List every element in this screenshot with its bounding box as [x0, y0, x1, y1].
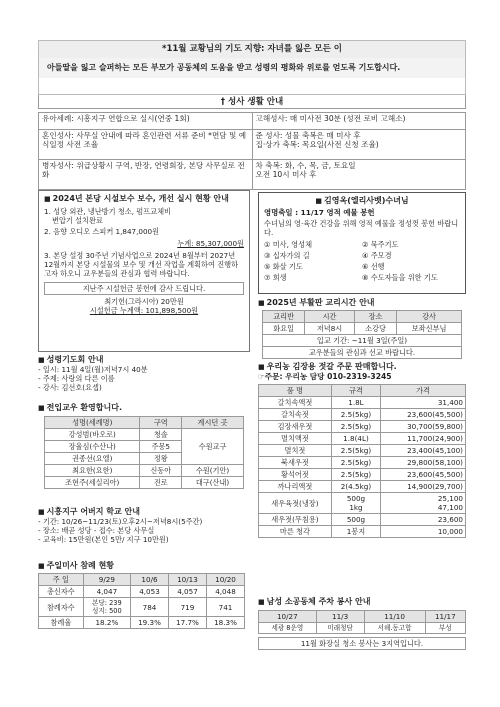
table-cell: 2(4.5kg)	[331, 481, 380, 493]
facility-item: 2. 음향 오디오 스피커 1,847,000원	[44, 227, 160, 236]
table-row	[39, 574, 245, 586]
table-cell: 대구(산내)	[182, 477, 244, 489]
table-cell: 갈치속젓	[259, 409, 332, 421]
table-cell: 18.2%	[83, 617, 130, 629]
table-cell: 입교 기간: ~11월 3일(주일)	[263, 335, 462, 347]
memorial-desc: 수녀님의 영·육간 건강을 위해 영적 예물을 정성껏 봉헌 바랍니다.	[264, 219, 459, 238]
table-row	[259, 481, 466, 493]
table-row	[259, 623, 466, 634]
memorial-title: ■ 김영옥(엘리사벳)수녀님	[315, 196, 409, 205]
attendance-section	[38, 561, 250, 629]
table-row	[259, 421, 466, 433]
table-cell: 참례율	[39, 617, 84, 629]
table-row	[263, 335, 462, 347]
table-cell: 강성범(바오로)	[45, 429, 140, 441]
table-header: 품 명	[259, 385, 332, 397]
table-cell: 미래청담	[316, 623, 364, 634]
table-cell: 500g	[331, 514, 380, 526]
table-row	[263, 311, 462, 323]
table-cell: 11,700(24,900)	[381, 433, 466, 445]
table-cell: 신동아	[140, 465, 182, 477]
table-cell: 정왕	[140, 453, 182, 465]
table-row	[259, 526, 466, 538]
table-cell: 세광 8운영	[259, 623, 317, 634]
table-cell: 2.5(5kg)	[331, 457, 380, 469]
table-header: 11/10	[364, 611, 425, 623]
goods-section	[258, 362, 466, 538]
table-row	[39, 130, 466, 160]
table-cell: 진로	[140, 477, 182, 489]
table-cell: 교우분들의 관심과 선교 바랍니다.	[263, 347, 462, 359]
table-cell: 10,000	[381, 526, 466, 538]
table-header: 규격	[331, 385, 380, 397]
table-cell: 1.8(4L)	[331, 433, 380, 445]
table-cell: 수원(기안)	[182, 465, 244, 477]
table-row	[259, 469, 466, 481]
table-cell: 총신자수	[39, 586, 84, 598]
table-cell: 새우육젓(냉장)	[259, 493, 332, 514]
advent-title: ■ 2025년 부활판 교리시간 안내	[258, 298, 375, 307]
parking-table	[258, 610, 466, 634]
facility-item: 1. 성당 외관, 냉난방기 청소, 펌프교체비	[44, 207, 171, 216]
table-cell: 4,048	[206, 586, 244, 598]
table-cell: 최요한(요한)	[45, 465, 140, 477]
sacrament-table	[38, 112, 466, 190]
table-cell: 23,600(45,500)	[381, 409, 466, 421]
table-cell: 소강당	[354, 323, 396, 335]
table-row	[263, 323, 462, 335]
attendance-table	[38, 573, 245, 629]
table-cell: 19.3%	[131, 617, 169, 629]
table-row	[259, 385, 466, 397]
table-cell: 1.8L	[331, 397, 380, 409]
table-header: 구역	[140, 417, 182, 429]
table-cell: 741	[206, 598, 244, 617]
table-row	[39, 160, 466, 190]
list-item: ③ 십자가의 길	[264, 251, 310, 261]
table-cell: 북새우젓	[259, 457, 332, 469]
facility-sum: 시설헌금 누계액: 101,898,500원	[89, 306, 199, 315]
table-cell: 4,053	[131, 586, 169, 598]
table-header: 9/29	[83, 574, 130, 586]
table-cell: 조현주(세실리아)	[45, 477, 140, 489]
table-cell: 갈치속액젓	[259, 397, 332, 409]
newcomers-title: ■ 전입교우 환영합니다.	[38, 403, 123, 412]
table-cell: 부성	[425, 623, 465, 634]
facility-donor: 최기헌(그라시아) 20만원	[104, 297, 184, 306]
sacrament-cell: 병자성사: 위급상황시 구역, 반장, 연령회장, 본당 사무실로 전화	[39, 160, 253, 190]
table-row	[259, 433, 466, 445]
table-row	[45, 465, 244, 477]
table-cell: 784	[131, 598, 169, 617]
table-cell: 2.5(5kg)	[331, 409, 380, 421]
memorial-sub: 영명축일 : 11/17 영적 예물 봉헌	[264, 208, 375, 217]
checkbox-icon: ■	[38, 404, 45, 412]
table-cell: 권종선(요엘)	[45, 453, 140, 465]
table-header: 계시던 곳	[182, 417, 244, 429]
checkbox-icon: ■	[258, 598, 265, 606]
table-cell: 23,600(45,500)	[381, 469, 466, 481]
parking-title: ■ 남성 소공동체 주차 봉사 안내	[258, 597, 371, 606]
table-header: 10/6	[131, 574, 169, 586]
prayer-meeting-section	[38, 355, 250, 392]
table-cell: 멸치젓	[259, 445, 332, 457]
table-cell: 31,400	[381, 397, 466, 409]
sacrament-cell: 준 성사: 성물 축복은 매 미사 후 집·상가 축복: 목요일(사전 신청 조율)	[252, 130, 466, 160]
table-header: 주 일	[39, 574, 84, 586]
goods-contact: ☞주문: 우리농 담당 010-2319-3245	[258, 372, 392, 381]
table-row	[39, 598, 245, 617]
facility-thanks: 지난주 시설헌금 봉헌에 감사 드립니다.	[44, 282, 244, 295]
table-row	[39, 617, 245, 629]
table-header: 10/27	[259, 611, 317, 623]
table-cell: 장율심(수산나)	[45, 441, 140, 453]
table-header: 11/17	[425, 611, 465, 623]
checkbox-icon: ■	[38, 562, 45, 570]
table-cell: 멸치액젓	[259, 433, 332, 445]
facility-section	[38, 190, 250, 352]
table-header: 교리반	[263, 311, 305, 323]
memorial-section	[258, 192, 466, 294]
table-row	[39, 113, 466, 130]
prayer-meeting-title: ■ 성령기도회 안내	[38, 355, 104, 364]
table-header: 시간	[305, 311, 355, 323]
table-row	[259, 514, 466, 526]
table-cell: 17.7%	[168, 617, 206, 629]
list-item: - 주제: 사랑의 다른 이름	[38, 374, 115, 383]
table-header: 성명(세례명)	[45, 417, 140, 429]
table-cell: 2.5(5kg)	[331, 445, 380, 457]
table-row	[259, 397, 466, 409]
goods-title: ■ 우리농 김장용 젓갈 주문 판매합니다.	[258, 362, 397, 371]
list-item: ④ 주모경	[362, 251, 392, 261]
table-cell: 1봉지	[331, 526, 380, 538]
advent-section	[258, 298, 466, 359]
prayer-intention-box	[38, 40, 466, 95]
table-row	[259, 409, 466, 421]
table-cell: 보좌신부님	[397, 323, 462, 335]
list-item: ⑥ 선행	[362, 262, 385, 272]
facility-item: 변압기 설치완료	[52, 216, 103, 225]
table-row	[259, 457, 466, 469]
parking-note: 11월 화장실 청소 봉사는 3지역입니다.	[258, 637, 466, 650]
checkbox-icon: ■	[44, 195, 51, 203]
table-cell: 4,057	[168, 586, 206, 598]
table-row	[45, 429, 244, 441]
table-row	[45, 477, 244, 489]
table-cell: 500g 1kg	[331, 493, 380, 514]
facility-item: 3. 본당 설정 30주년 기념사업으로 2024년 8월부터 2027년 12월까지 본당 시설물의 보수 및 개선 작업을 계획하여 진행하고자 하오니 교우분들의 관심과 협력 바랍니다.	[44, 251, 239, 278]
checkbox-icon: ■	[315, 197, 323, 205]
father-school-title: ■ 시흥지구 어버지 학교 안내	[38, 507, 140, 516]
table-cell: 2.5(5kg)	[331, 469, 380, 481]
table-row	[45, 417, 244, 429]
table-cell: 본당: 239 성지: 500	[83, 598, 130, 617]
table-row	[259, 611, 466, 623]
table-cell: 29,800(58,100)	[381, 457, 466, 469]
facility-title: ■ 2024년 본당 시설보수 보수, 개선 실시 현황 안내	[44, 194, 229, 203]
table-cell: 마른 청각	[259, 526, 332, 538]
table-cell: 황석어젓	[259, 469, 332, 481]
attendance-title: ■ 주일미사 참례 현황	[38, 561, 115, 570]
table-cell: 수원교구	[182, 429, 244, 465]
list-item: - 장소: 배곧 성당 - 접수: 본당 사무실	[38, 526, 155, 535]
sacrament-cell: 고해성사: 매 미사전 30분 (성전 로비 고해소)	[252, 113, 466, 130]
list-item: - 일시: 11월 4일(월)저녁7시 40분	[38, 365, 148, 374]
memorial-list	[264, 239, 460, 283]
table-cell: 30,700(59,800)	[381, 421, 466, 433]
table-cell: 까나리액젓	[259, 481, 332, 493]
list-item: - 기간: 10/26~11/23(토)오후2시~저녁8시(5주간)	[38, 517, 203, 526]
table-header: 장소	[354, 311, 396, 323]
table-cell: 23,400(45,100)	[381, 445, 466, 457]
table-cell: 김장새우젓	[259, 421, 332, 433]
table-cell: 18.3%	[206, 617, 244, 629]
sacrament-cell: 차 축복: 화, 수, 목, 금, 토요일 오전 10시 미사 후	[252, 160, 466, 190]
table-cell: 화요일	[263, 323, 305, 335]
table-header: 가격	[381, 385, 466, 397]
checkbox-icon: ■	[258, 299, 265, 307]
list-item: ⑤ 화살 기도	[264, 262, 303, 272]
table-cell: 25,100 47,100	[381, 493, 466, 514]
checkbox-icon: ■	[38, 356, 45, 364]
newcomers-section	[38, 403, 250, 489]
table-header: 강사	[397, 311, 462, 323]
table-cell: 저녁8시	[305, 323, 355, 335]
table-row	[259, 445, 466, 457]
table-cell: 14,900(29,700)	[381, 481, 466, 493]
table-header: 11/3	[316, 611, 364, 623]
table-row	[259, 493, 466, 514]
table-header: 10/20	[206, 574, 244, 586]
table-cell: 4,047	[83, 586, 130, 598]
table-cell: 23,600	[381, 514, 466, 526]
table-cell: 719	[168, 598, 206, 617]
goods-table	[258, 384, 466, 538]
list-item: ⑦ 희생	[264, 273, 287, 283]
table-cell: 2.5(5kg)	[331, 421, 380, 433]
table-cell: 서해.동고합	[364, 623, 425, 634]
intention-body: 아들딸을 잃고 슬퍼하는 모든 부모가 공동체의 도움을 받고 성령의 평화와 위로를 얻도록 기도합시다.	[39, 58, 465, 78]
sacrament-cell: 혼인성사: 사무실 안내에 따라 혼인관련 서류 준비 *면담 및 예식일정 사전 조율	[39, 130, 253, 160]
intention-title: *11월 교황님의 기도 지향: 자녀를 잃은 모든 이	[39, 41, 465, 58]
advent-table	[262, 310, 462, 359]
facility-total: 누계: 85,307,000원	[177, 239, 244, 248]
checkbox-icon: ■	[38, 508, 45, 516]
sacrament-life-title: † 성사 생활 안내	[38, 95, 466, 109]
father-school-section	[38, 507, 250, 544]
table-header: 10/13	[168, 574, 206, 586]
list-item: - 강사: 김선호(요셉)	[38, 383, 102, 392]
list-item: ① 미사, 영성체	[264, 240, 313, 250]
table-cell: 참례자수	[39, 598, 84, 617]
table-row	[263, 347, 462, 359]
table-cell: 새우젓(무침용)	[259, 514, 332, 526]
list-item: ⑧ 수도자들을 위한 기도	[362, 273, 438, 283]
table-row	[39, 586, 245, 598]
parking-section	[258, 597, 466, 650]
newcomers-table	[44, 416, 244, 489]
checkbox-icon: ■	[258, 363, 265, 371]
table-cell: 주몽5	[140, 441, 182, 453]
list-item: - 교육비: 15만원(본인 5만/ 지구 10만원)	[38, 535, 169, 544]
table-cell: 청솔	[140, 429, 182, 441]
sacrament-cell: 유아세례: 시흥지구 연합으로 실시(연중 1회)	[39, 113, 253, 130]
list-item: ② 묵주기도	[362, 240, 399, 250]
